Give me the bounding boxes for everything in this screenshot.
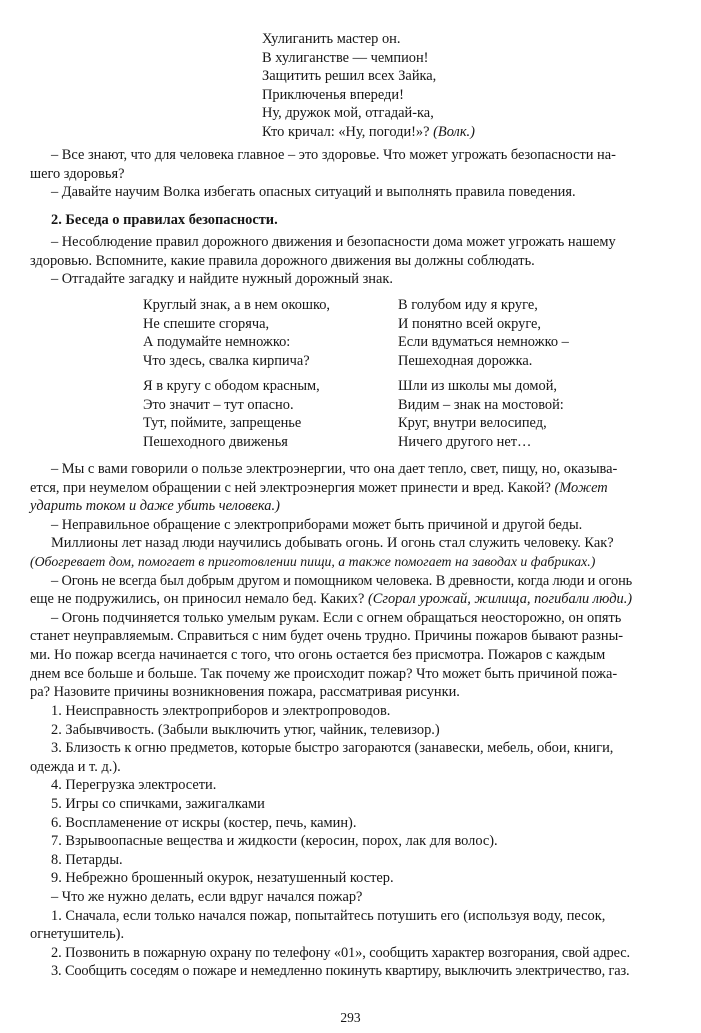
riddle-line: Я в кругу с ободом красным, <box>143 378 320 394</box>
poem-line: Приключенья впереди! <box>262 86 404 103</box>
paragraph-health <box>30 146 671 202</box>
list-item: 2. Позвонить в пожарную охрану по телефону «01», сообщить характер возгорания, свой адрес. <box>51 944 631 961</box>
poem-line: Хулиганить мастер он. <box>262 31 401 47</box>
text-line: – Несоблюдение правил дорожного движения и безопасности дома может угрожать нашему <box>51 234 616 250</box>
poem-line: Кто кричал: «Ну, погоди!»? (Волк.) <box>262 123 475 140</box>
paragraph-electricity <box>30 460 671 702</box>
riddle-line: Ничего другого нет… <box>398 433 532 450</box>
riddle-line: Круглый знак, а в нем окошко, <box>143 297 331 313</box>
list-item: 1. Сначала, если только начался пожар, попытайтесь потушить его (используя воду, песок, <box>51 907 606 924</box>
list-item: 4. Перегрузка электросети. <box>51 777 217 794</box>
fire-causes-list <box>30 702 671 888</box>
riddle-line: В голубом иду я круге, <box>398 297 538 313</box>
text-line: – Отгадайте загадку и найдите нужный дорожный знак. <box>51 271 393 288</box>
fire-actions-list <box>30 888 671 981</box>
text-line: Миллионы лет назад люди научились добывать огонь. И огонь стал служить человеку. Как? <box>51 535 614 552</box>
list-item: 3. Близость к огню предметов, которые быстро загораются (занавески, мебель, обои, книги, <box>51 740 614 757</box>
list-item: одежда и т. д.). <box>30 758 121 775</box>
riddle-line: А подумайте немножко: <box>143 334 291 351</box>
poem-answer: (Волк.) <box>433 123 475 140</box>
text-line: днем все больше и больше. Так почему же происходит пожар? Что может быть причиной пожа- <box>30 665 618 682</box>
question-text: – Что же нужно делать, если вдруг начался пожар? <box>51 889 363 905</box>
riddle-line: Видим – знак на мостовой: <box>398 396 564 413</box>
list-item: 6. Воспламенение от искры (костер, печь, камин). <box>51 814 357 831</box>
text-line: шего здоровья? <box>30 165 125 182</box>
riddle-4 <box>398 377 564 451</box>
list-item: 7. Взрывоопасные вещества и жидкости (керосин, порох, лак для волос). <box>51 833 498 850</box>
list-item: 9. Небрежно брошенный окурок, незатушенный костер. <box>51 870 394 887</box>
paragraph-road-rules <box>30 233 671 289</box>
list-item: 3. Сообщить соседям о пожаре и немедленно покинуть квартиру, выключить электричество, газ. <box>51 963 630 980</box>
text-line: – Неправильное обращение с электроприборами может быть причиной и другой беды. <box>51 516 583 533</box>
poem-line: Ну, дружок мой, отгадай-ка, <box>262 105 434 122</box>
text-line: ра? Назовите причины возникновения пожара, рассматривая рисунки. <box>30 684 460 701</box>
text-line: – Мы с вами говорили о пользе электроэнергии, что она дает тепло, свет, пищу, но, оказыва- <box>51 461 618 477</box>
riddle-poem <box>262 30 475 142</box>
riddle-3 <box>143 377 320 451</box>
riddle-line: Что здесь, свалка кирпича? <box>143 352 310 369</box>
text-line: – Все знают, что для человека главное – это здоровье. Что может угрожать безопасности на- <box>51 147 616 163</box>
list-item: 1. Неисправность электроприборов и электропроводов. <box>51 703 391 719</box>
text-line: здоровью. Вспомните, какие правила дорожного движения вы должны соблюдать. <box>30 252 535 269</box>
list-item: 5. Игры со спичками, зажигалками <box>51 795 265 812</box>
text-line: – Огонь подчиняется только умелым рукам. Если с огнем обращаться неосторожно, он опять <box>51 609 622 626</box>
riddle-line: И понятно всей округе, <box>398 315 542 332</box>
list-item: 8. Петарды. <box>51 851 123 868</box>
poem-line: В хулиганстве — чемпион! <box>262 49 429 66</box>
poem-line: Защитить решил всех Зайка, <box>262 68 437 85</box>
answer-text: (Обогревает дом, помогает в приготовлении пищи, а также помогает на заводах и фабриках.) <box>30 553 596 569</box>
list-item: 2. Забывчивость. (Забыли выключить утюг, чайник, телевизор.) <box>51 721 440 738</box>
riddle-line: Пешеходного движенья <box>143 433 288 450</box>
riddle-line: Тут, поймите, запрещенье <box>143 415 302 432</box>
riddle-line: Круг, внутри велосипед, <box>398 415 547 432</box>
riddle-1 <box>143 296 330 370</box>
text-line: ется, при неумелом обращении с ней электроэнергия может принести и вред. Какой? (Может <box>30 479 608 496</box>
page-number: 293 <box>340 1010 361 1025</box>
text-line: – Давайте научим Волка избегать опасных ситуаций и выполнять правила поведения. <box>51 184 576 201</box>
answer-text: (Сгорал урожай, жилища, погибали люди.) <box>367 591 633 608</box>
list-item: огнетушитель). <box>30 926 125 943</box>
riddle-2 <box>398 296 569 370</box>
text-line: – Огонь не всегда был добрым другом и помощником человека. В древности, когда люди и огонь <box>51 572 633 589</box>
riddle-line: Пешеходная дорожка. <box>398 352 533 369</box>
text-line: еще не подружились, он приносил немало бед. Каких? (Сгорал урожай, жилища, погибали люди.) <box>30 591 633 608</box>
answer-text: (Может <box>554 479 608 496</box>
riddle-line: Шли из школы мы домой, <box>398 378 557 394</box>
text-line: станет неуправляемым. Справиться с ним будет очень трудно. Причины пожаров бывают разны- <box>30 628 624 645</box>
text-line: ми. Но пожар всегда начинается с того, что огонь остается без присмотра. Пожаров с каждым <box>30 646 606 663</box>
riddle-line: Это значит – тут опасно. <box>143 396 294 413</box>
riddle-line: Если вдуматься немножко – <box>398 334 569 351</box>
answer-text: ударить током и даже убить человека.) <box>30 498 280 515</box>
section-heading: 2. Беседа о правилах безопасности. <box>51 212 278 228</box>
riddle-line: Не спешите сгоряча, <box>143 315 270 332</box>
